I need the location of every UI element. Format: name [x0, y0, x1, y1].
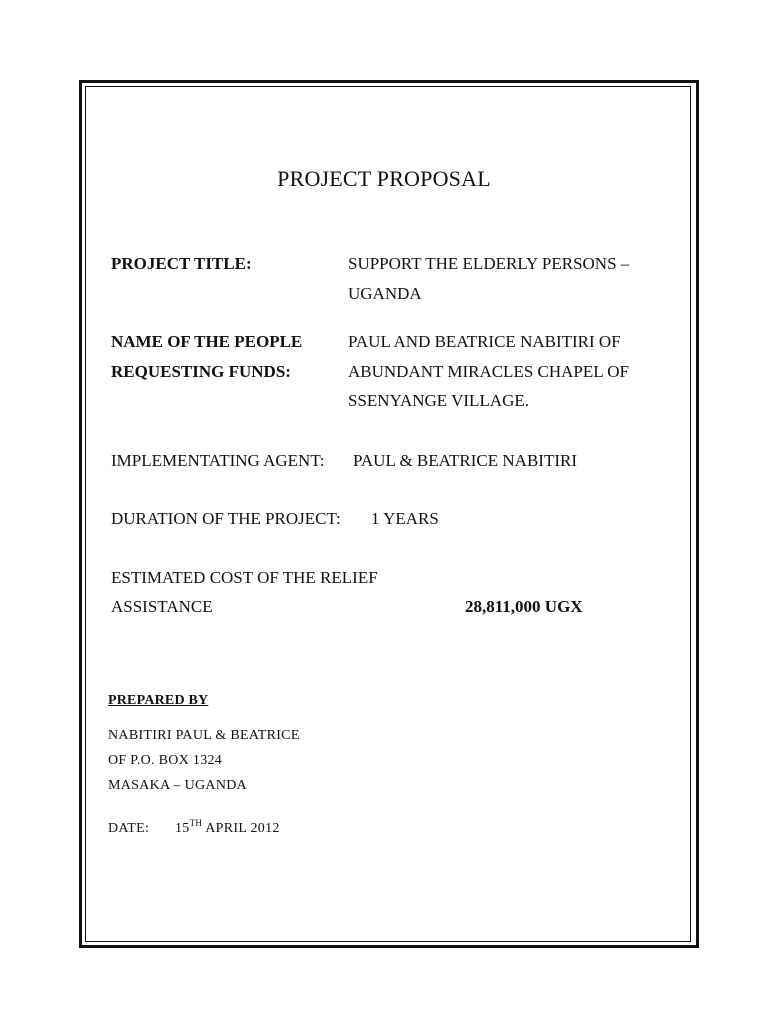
- duration-label: DURATION OF THE PROJECT:: [111, 509, 341, 528]
- agent-label: IMPLEMENTATING AGENT:: [111, 451, 325, 470]
- date-label: DATE:: [108, 821, 150, 836]
- document-title: PROJECT PROPOSAL: [277, 166, 491, 191]
- prepared-by-heading: PREPARED BY: [108, 693, 209, 708]
- people-value-line3: SSENYANGE VILLAGE.: [348, 391, 530, 410]
- prepared-by-line3: MASAKA – UGANDA: [108, 778, 248, 793]
- project-title-label: PROJECT TITLE:: [111, 254, 252, 273]
- people-label-line2: REQUESTING FUNDS:: [111, 362, 291, 381]
- date-rest: APRIL 2012: [202, 821, 280, 836]
- duration-value: 1 YEARS: [371, 509, 439, 528]
- agent-value: PAUL & BEATRICE NABITIRI: [353, 451, 577, 470]
- date-value: [175, 818, 280, 837]
- date-suffix: TH: [189, 818, 203, 828]
- people-value-line2: ABUNDANT MIRACLES CHAPEL OF: [348, 362, 629, 381]
- cost-label-line1: ESTIMATED COST OF THE RELIEF: [111, 568, 378, 587]
- people-value-line1: PAUL AND BEATRICE NABITIRI OF: [348, 332, 621, 351]
- cost-value: 28,811,000 UGX: [465, 597, 583, 616]
- project-title-value-line1: SUPPORT THE ELDERLY PERSONS –: [348, 254, 630, 273]
- people-label-line1: NAME OF THE PEOPLE: [111, 332, 303, 351]
- date-day: 15: [175, 821, 190, 836]
- prepared-by-line1: NABITIRI PAUL & BEATRICE: [108, 728, 300, 743]
- project-title-value-line2: UGANDA: [348, 284, 422, 303]
- cost-label-line2: ASSISTANCE: [111, 597, 213, 616]
- prepared-by-line2: OF P.O. BOX 1324: [108, 753, 223, 768]
